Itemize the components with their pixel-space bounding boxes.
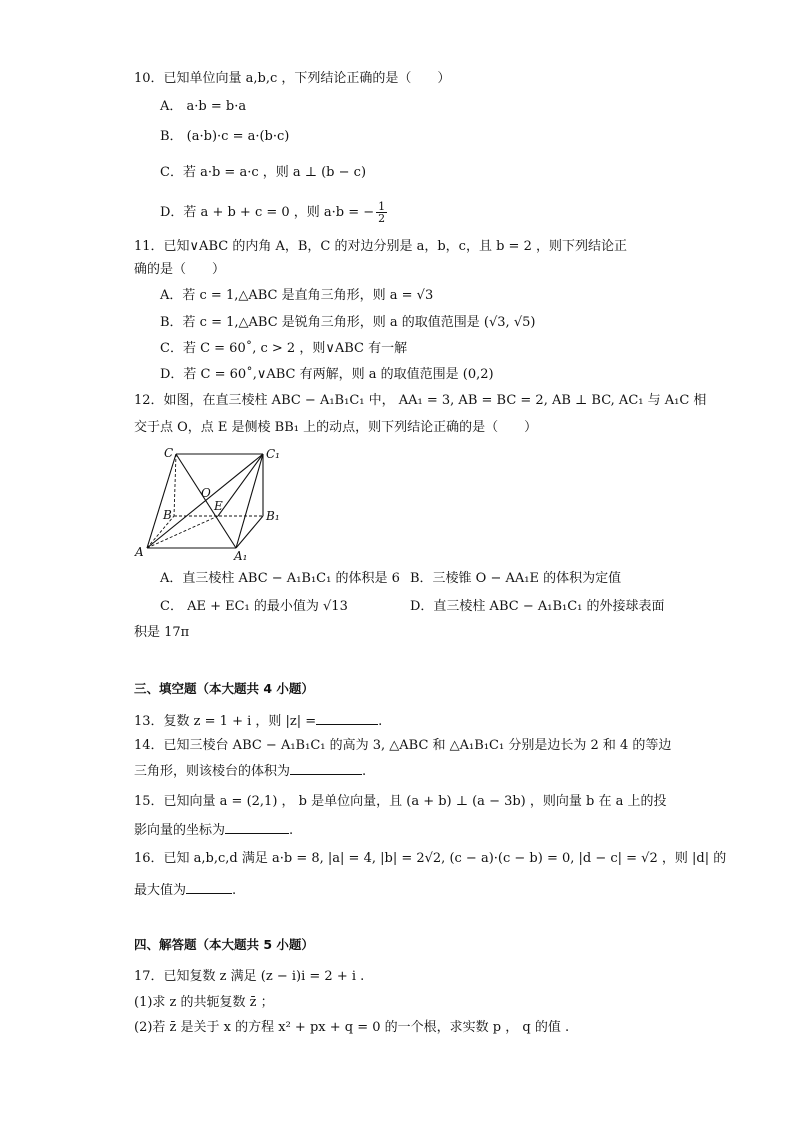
q16-answer-blank — [186, 881, 232, 894]
q15-line2 — [134, 821, 293, 840]
q14-answer-blank — [290, 762, 362, 775]
q12-option-b: B．三棱锥 O − AA₁E 的体积为定值 — [410, 571, 622, 586]
q12-stem-line2: 交于点 O，点 E 是侧棱 BB₁ 上的动点，则下列结论正确的是（ ） — [134, 420, 538, 435]
prism-figure — [130, 442, 290, 564]
q12-option-a: A．直三棱柱 ABC − A₁B₁C₁ 的体积是 6 — [160, 571, 400, 586]
label-O: O — [201, 486, 211, 500]
label-C1: C₁ — [266, 447, 280, 461]
diag-A1C — [176, 454, 236, 548]
q14-line1: 14．已知三棱台 ABC − A₁B₁C₁ 的高为 3, △ABC 和 △A₁B₁C₁ 分别是边长为 2 和 4 的等边 — [134, 738, 672, 753]
q11-option-a: A．若 c = 1,△ABC 是直角三角形，则 a = √3 — [160, 288, 434, 303]
q12-option-d-line1: D．直三棱柱 ABC − A₁B₁C₁ 的外接球表面 — [410, 599, 665, 614]
q14-period: . — [362, 764, 367, 779]
q11-option-b: B．若 c = 1,△ABC 是锐角三角形，则 a 的取值范围是 (√3, √5) — [160, 315, 536, 330]
q17-stem: 17．已知复数 z 满足 (z − i)i = 2 + i . — [134, 969, 365, 984]
q17-part-2: (2)若 z̄ 是关于 x 的方程 x² + px + q = 0 的一个根，求实数 p ， q 的值 . — [134, 1020, 570, 1035]
q16-line2-text: 最大值为 — [134, 883, 187, 898]
q10-option-d-fraction — [376, 201, 387, 224]
q10-option-d — [160, 201, 389, 224]
label-A1: A₁ — [234, 549, 248, 563]
q12-option-d-line2: 积是 17π — [134, 625, 190, 640]
q14-line2 — [134, 762, 366, 781]
edge-A1C1 — [236, 454, 263, 548]
q15-line1: 15．已知向量 a = (2,1) ， b 是单位向量，且 (a + b) ⊥ (a − 3b) ，则向量 b 在 a 上的投 — [134, 794, 667, 809]
label-B1: B₁ — [266, 509, 280, 523]
seg-AE-hidden — [147, 516, 218, 548]
label-B: B — [163, 508, 172, 522]
q15-period: . — [289, 823, 294, 838]
edge-AC — [147, 454, 176, 548]
q16-line2 — [134, 881, 236, 900]
label-A: A — [135, 545, 144, 559]
q14-line2-text: 三角形，则该棱台的体积为 — [134, 764, 291, 779]
q11-stem-line1: 11．已知∨ABC 的内角 A，B，C 的对边分别是 a，b，c，且 b = 2 ，则下列结论正 — [134, 239, 627, 254]
q10-option-b: B． (a·b)·c = a·(b·c) — [160, 129, 290, 144]
q10-option-c: C．若 a·b = a·c ，则 a ⊥ (b − c) — [160, 165, 367, 180]
edge-CB-hidden — [174, 454, 176, 516]
q10-option-a: A． a·b = b·a — [160, 99, 247, 114]
q13-period: . — [378, 714, 383, 729]
q15-line2-text: 影向量的坐标为 — [134, 823, 226, 838]
q10-stem: 10．已知单位向量 a,b,c ，下列结论正确的是（ ） — [134, 71, 451, 86]
q12-stem-line1: 12．如图，在直三棱柱 ABC − A₁B₁C₁ 中， AA₁ = 3, AB = BC = 2, AB ⊥ BC, AC₁ 与 A₁C 相 — [134, 393, 707, 408]
fraction-denominator: 2 — [378, 212, 386, 225]
label-E: E — [214, 499, 223, 513]
q13-text: 13．复数 z = 1 + i ，则 |z| = — [134, 714, 317, 729]
section-4-heading: 四、解答题（本大题共 5 小题） — [134, 937, 314, 952]
q11-option-d: D．若 C = 60˚,∨ABC 有两解，则 a 的取值范围是 (0,2) — [160, 367, 494, 382]
label-C: C — [164, 446, 174, 460]
q17-part-1: (1)求 z 的共轭复数 z̄ ； — [134, 995, 274, 1010]
q13 — [134, 712, 382, 731]
q16-line1: 16．已知 a,b,c,d 满足 a·b = 8, |a| = 4, |b| = 2√2, (c − a)·(c − b) = 0, |d − c| = √2 ，则 |d| 的 — [134, 851, 727, 866]
q15-answer-blank — [225, 821, 289, 834]
q11-option-c: C．若 C = 60˚, c > 2 ，则∨ABC 有一解 — [160, 341, 408, 356]
q11-stem-line2: 确的是（ ） — [134, 262, 226, 277]
fraction-numerator: 1 — [378, 200, 386, 213]
q16-period: . — [232, 883, 237, 898]
q13-answer-blank — [316, 712, 378, 725]
section-3-heading: 三、填空题（本大题共 4 小题） — [134, 681, 314, 696]
q10-option-d-text: D．若 a + b + c = 0 ，则 a·b = − — [160, 205, 375, 220]
diag-AC1 — [147, 454, 263, 548]
q12-option-c: C． AE + EC₁ 的最小值为 √13 — [160, 599, 348, 614]
